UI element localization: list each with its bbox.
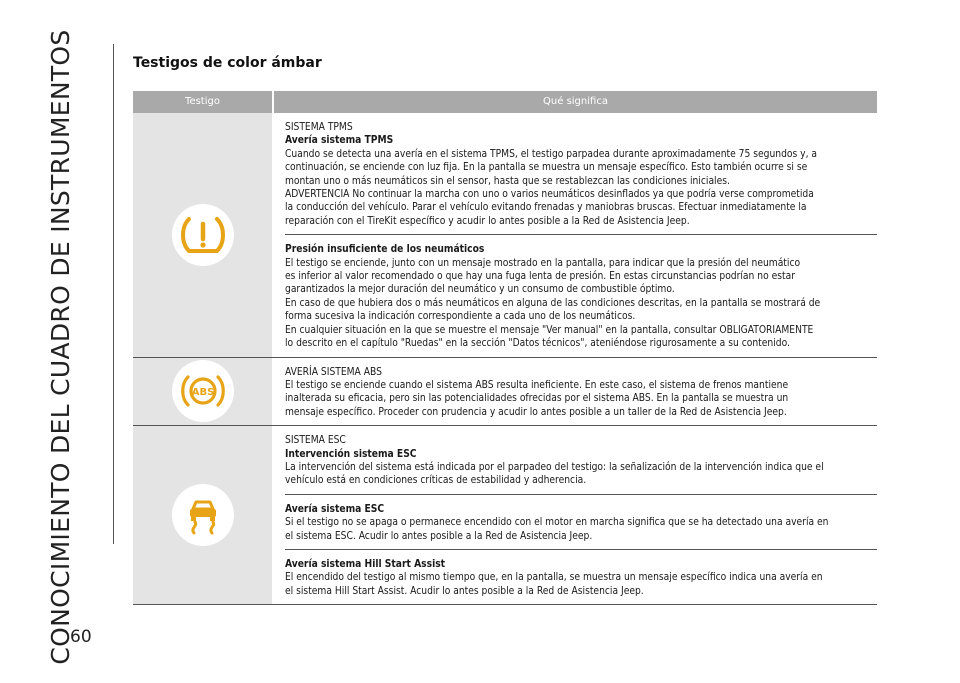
tpms-presion-title: Presión insuficiente de los neumáticos [285,244,485,256]
page-number: 60 [70,627,92,647]
esc-averia-title: Avería sistema ESC [285,503,385,515]
text-line: montan uno o más neumáticos sin el sensor, hasta que se restablezcan las condiciones iniciales. [285,175,730,187]
table-row-esc [133,426,877,605]
text-line: El encendido del testigo al mismo tiempo que, en la pantalla, se muestra un mensaje específico indica una avería en [285,572,823,584]
header-testigo: Testigo [185,96,220,107]
text-line: garantizados la mejor duración del neumático y un consumo de combustible óptimo. [285,284,675,296]
text-line: la conducción del vehículo. Parar el vehículo evitando frenadas y maniobras bruscas. Efectuar inmediatamente la [285,202,807,214]
tpms-averia-title: Avería sistema TPMS [285,135,394,147]
abs-block [285,358,877,426]
text-line: El testigo se enciende, junto con un mensaje mostrado en la pantalla, para indicar que la presión del neumático [285,257,801,269]
esc-title: SISTEMA ESC [285,435,346,447]
description-cell [272,113,877,357]
tpms-title: SISTEMA TPMS [285,122,353,133]
esc-hill-title: Avería sistema Hill Start Assist [285,558,446,570]
esc-intervencion-block [285,426,877,494]
abs-title: AVERÍA SISTEMA ABS [285,366,382,378]
text-line: lo descrito en el capítulo "Ruedas" en la sección "Datos técnicos", ateniéndose rigurosamente a su contenido. [285,338,790,350]
text-line: forma sucesiva la indicación correspondiente a cada uno de los neumáticos. [285,311,636,323]
text-line: continuación, se enciende con luz fija. En la pantalla se muestra un mensaje específico. Esto también ocurre si se [285,162,808,174]
text-line: En caso de que hubiera dos o más neumáticos en alguna de las condiciones descritas, en la pantalla se mostrará de [285,297,821,309]
text-line: El testigo se enciende cuando el sistema ABS resulta ineficiente. En este caso, el sistema de frenos mantiene [285,379,789,391]
tpms-warning-icon [172,204,234,266]
tpms-presion-block [285,234,877,356]
text-line: inalterada su eficacia, pero sin las potencialidades ofrecidas por el sistema ABS. En la pantalla se muestra un [285,393,789,405]
section-title: Testigos de color ámbar [133,55,322,71]
text-line: En cualquier situación en la que se muestre el mensaje "Ver manual" en la pantalla, consultar OBLIGATORIAMENTE [285,324,814,336]
table-row-tpms [133,113,877,358]
header-que-significa: Qué significa [272,91,877,113]
icon-cell [133,358,272,426]
text-line: mensaje específico. Proceder con prudencia y acudir lo antes posible a un taller de la Red de Asistencia Jeep. [285,406,787,418]
text-line: La intervención del sistema está indicada por el parpadeo del testigo: la señalización de la intervención indica que el [285,461,824,473]
text-line: reparación con el TireKit específico y acudir lo antes posible a la Red de Asistencia Jeep. [285,215,690,227]
warning-lights-table [133,91,877,605]
text-line: el sistema ESC. Acudir lo antes posible a la Red de Asistencia Jeep. [285,530,593,542]
text-line: es inferior al valor recomendado o que hay una fuga lenta de presión. En estas circunstancias podrían no estar [285,271,795,283]
description-cell [272,426,877,604]
esc-averia-block [285,494,877,549]
chapter-divider [113,44,114,544]
text-line: el sistema Hill Start Assist. Acudir lo antes posible a la Red de Asistencia Jeep. [285,585,644,597]
text-line: Cuando se detecta una avería en el sistema TPMS, el testigo parpadea durante aproximadamente 75 segundos y, a [285,148,818,160]
table-row-abs [133,358,877,427]
abs-warning-icon [172,360,234,422]
table-header [133,91,877,113]
abs-icon-label: ABS [191,387,214,399]
icon-cell [133,426,272,604]
tpms-averia-block [285,113,877,234]
text-line: vehículo está en condiciones críticas de estabilidad y adherencia. [285,475,587,487]
text-line: Si el testigo no se apaga o permanece encendido con el motor en marcha significa que se ha detectado una avería en [285,517,829,529]
esc-skidding-car-icon [172,484,234,546]
esc-intervencion-title: Intervención sistema ESC [285,448,417,460]
text-line: ADVERTENCIA No continuar la marcha con uno o varios neumáticos desinflados ya que podría verse comprometida [285,189,814,201]
esc-hill-block [285,549,877,604]
chapter-title-vertical: CONOCIMIENTO DEL CUADRO DE INSTRUMENTOS [45,29,75,665]
description-cell [272,358,877,426]
icon-cell [133,113,272,357]
